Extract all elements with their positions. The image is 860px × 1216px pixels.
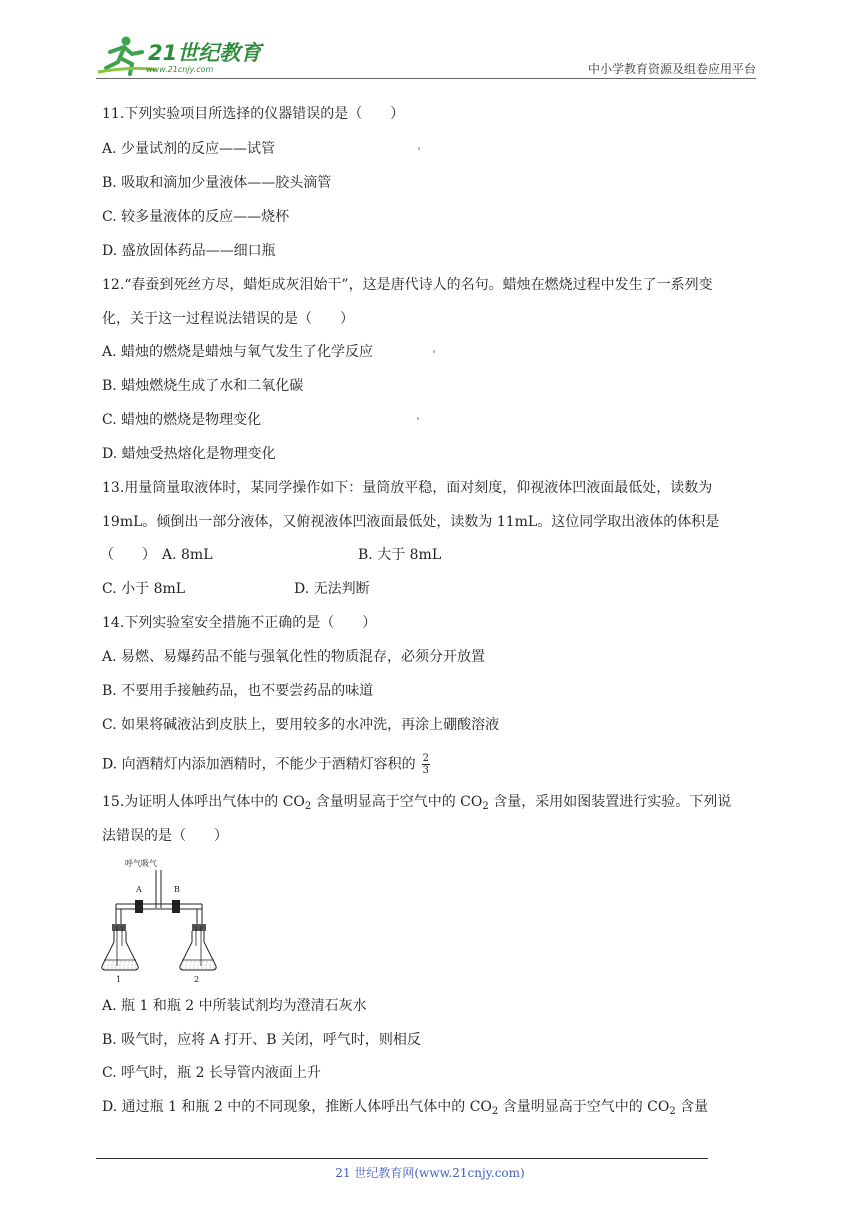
q14-stem: 14.下列实验室安全措施不正确的是（ ）	[102, 615, 377, 631]
q15-stem-part3: 含量，采用如图装置进行实验。下列说	[488, 794, 732, 810]
scan-speck	[417, 417, 419, 420]
q15-option-d-part3: 含量	[675, 1099, 709, 1115]
scan-speck	[418, 147, 420, 150]
q12-stem-line1: 12.“春蚕到死丝方尽，蜡炬成灰泪始干”，这是唐代诗人的名句。蜡烛在燃烧过程中发生了一系列变	[102, 277, 713, 293]
subscript: 2	[491, 1106, 499, 1117]
logo	[96, 34, 266, 78]
q13-option-b: B. 大于 8mL	[358, 547, 442, 563]
bottle-1	[102, 924, 138, 970]
q14-option-c: C. 如果将碱液沾到皮肤上，要用较多的水冲洗，再涂上硼酸溶液	[102, 717, 500, 733]
scan-speck	[433, 350, 435, 353]
q15-stem-part1: 15.为证明人体呼出气体中的 CO	[102, 794, 305, 810]
q15-stem-line2: 法错误的是（ ）	[102, 828, 228, 844]
q12-stem-line2: 化，关于这一过程说法错误的是（ ）	[102, 311, 354, 327]
q13-stem-line1: 13.用量筒量取液体时，某同学操作如下：量筒放平稳，面对刻度，仰视液体凹液面最低处，读数为	[102, 480, 713, 496]
platform-label: 中小学教育资源及组卷应用平台	[587, 62, 756, 76]
breathing-apparatus-figure	[98, 856, 223, 986]
q14-option-a: A. 易燃、易爆药品不能与强氧化性的物质混存，必须分开放置	[102, 649, 486, 665]
fraction	[422, 753, 430, 776]
q14-option-b: B. 不要用手接触药品，也不要尝药品的味道	[102, 683, 374, 699]
svg-text:www.21cnjy.com: www.21cnjy.com	[146, 65, 214, 74]
q15-stem-line1	[102, 792, 731, 812]
header-divider	[96, 78, 756, 79]
q13-option-d: D. 无法判断	[294, 581, 370, 597]
q13-answer-paren: （ ）	[100, 547, 156, 563]
q15-option-a: A. 瓶 1 和瓶 2 中所装试剂均为澄清石灰水	[102, 998, 367, 1014]
q11-option-c: C. 较多量液体的反应——烧杯	[102, 209, 290, 225]
q12-option-b: B. 蜡烛燃烧生成了水和二氧化碳	[102, 378, 304, 394]
subscript: 2	[482, 801, 489, 812]
bottle-2	[180, 924, 216, 970]
q15-option-b: B. 吸气时，应将 A 打开、B 关闭，呼气时，则相反	[102, 1032, 421, 1048]
q15-option-d	[102, 1097, 708, 1117]
fraction-denominator: 3	[422, 765, 429, 776]
figure-top-label: 呼气吸气	[125, 859, 157, 868]
fraction-numerator: 2	[422, 753, 429, 764]
subscript: 2	[304, 801, 312, 812]
q15-option-d-part2: 含量明显高于空气中的 CO	[498, 1099, 670, 1115]
q11-option-b: B. 吸取和滴加少量液体——胶头滴管	[102, 175, 332, 191]
footer-link[interactable]: 21 世纪教育网(www.21cnjy.com)	[335, 1166, 525, 1180]
q15-option-c: C. 呼气时，瓶 2 长导管内液面上升	[102, 1065, 321, 1081]
q15-stem-part2: 含量明显高于空气中的 CO	[311, 794, 483, 810]
page-header	[96, 34, 756, 82]
q12-option-d: D. 蜡烛受热熔化是物理变化	[102, 446, 276, 462]
q13-stem-line2: 19mL。倾倒出一部分液体，又俯视液体凹液面最低处，读数为 11mL。这位同学取出液体的体积是	[102, 514, 720, 530]
q15-option-d-part1: D. 通过瓶 1 和瓶 2 中的不同现象，推断人体呼出气体中的 CO	[102, 1099, 492, 1115]
q11-option-a: A. 少量试剂的反应——试管	[102, 141, 276, 157]
q11-option-d: D. 盛放固体药品——细口瓶	[102, 243, 276, 259]
footer-divider	[96, 1158, 708, 1159]
bottle-1-label: 1	[116, 975, 122, 984]
q12-option-c: C. 蜡烛的燃烧是物理变化	[102, 412, 262, 428]
valve-a	[135, 900, 143, 913]
subscript: 2	[669, 1106, 676, 1117]
bottle-2-label: 2	[194, 975, 200, 984]
q14-option-d-text: D. 向酒精灯内添加酒精时，不能少于酒精灯容积的	[102, 756, 416, 773]
q12-option-a: A. 蜡烛的燃烧是蜡烛与氧气发生了化学反应	[102, 344, 374, 360]
valve-b	[172, 900, 180, 913]
q14-option-d	[102, 753, 430, 776]
valve-b-label: B	[174, 885, 180, 894]
q13-option-c: C. 小于 8mL	[102, 581, 186, 597]
svg-text:21世纪教育: 21世纪教育	[148, 41, 262, 65]
q11-stem: 11.下列实验项目所选择的仪器错误的是（ ）	[102, 106, 405, 122]
valve-a-label: A	[136, 885, 142, 894]
q13-option-a: A. 8mL	[162, 547, 213, 563]
